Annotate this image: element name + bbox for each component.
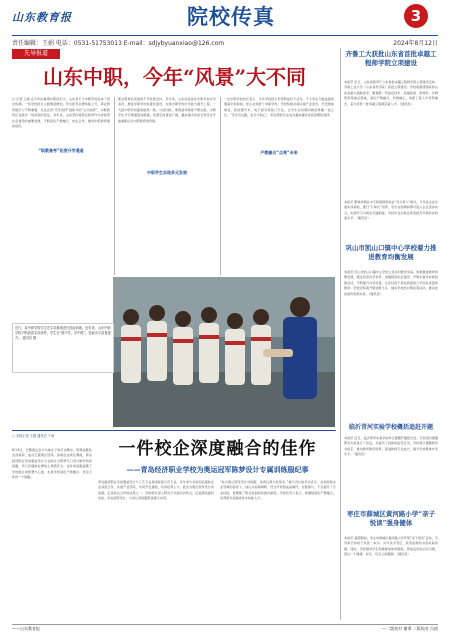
lead-body-column-1: □ 记者 王娟 在今年的暑期中职招生中，山东省不少中职学校迎来了招生热潮。一些学校招生人数明显增加，学生报考意愿持续上升，职业教育吸引力不断增强。从过去的“无奈选择”到如今的“主动选择”，中职教育正在经历一场深刻的变化。多年来，山东坚持将职业教育作为技能型社会建设的重要支撑，不断深化产教融合、校企合作，推动中职教育提质培优。 <box>12 97 110 129</box>
side-story-4-body: 本报讯 近日，临沂青河实验学校举行课题开题报告会。专家组对课题研究方案进行了论证，并提出了具体的指导意见。学校将以课题研究为抓手，推动教育教学改革，促进教师专业成长，提升学校整体办学水平。（通讯员） <box>344 436 438 457</box>
lead-subhead-2: 中职学生实现多元发展 <box>118 170 216 176</box>
section-title: 院校传真 <box>187 4 275 29</box>
lead-photo <box>113 277 335 427</box>
column-divider <box>114 97 115 275</box>
issue-date: 2024年8月12日 <box>393 40 438 47</box>
feature-headline: 一件校企深度融合的佳作 <box>118 439 317 459</box>
side-story-5-body: 本报讯 暑假期间，枣庄市薛城区黄河路小学开展“亲子悦读”活动，引导家长和孩子共读一本书、共写读书笔记，营造浓厚的书香家庭氛围。同时，学校倡导学生积极参加体育锻炼，养成良好的运动习惯，度过一个健康、快乐、有意义的暑假。（通讯员） <box>344 536 438 557</box>
section-divider <box>12 430 336 431</box>
column-divider <box>220 97 221 275</box>
feature-byline: □ 本报记者 王娟 通讯员 于涛 <box>12 434 55 438</box>
lead-photo-caption: 近日，某中职学校学生在实训基地进行技能训练。近年来，山东中职学校不断改善实训条件，学生在“做中学、学中做”，技能水平显著提升。 通讯员 摄 <box>12 323 114 373</box>
lead-body-column-3: 一位中职学校校长表示，今年学校招生形势明显好于往年，不少学生分数远超普通高中录取线，却主动选择了中职学校。学校积极对接区域产业需求，开设智能制造、新能源汽车、电子商务等热门专业，让学生在校期间就能掌握一技之长。“学生有出路，家长才放心”，职业教育正在成为越来越多家庭的理性选择。 <box>224 97 334 118</box>
feature-subhead: ——青岛经济职业学校为奥运冠军陈梦设计专属训练服纪事 <box>126 465 309 474</box>
side-story-2-body: 本报讯 肥城市职业中专积极探索校企“双元育人”模式，与多家企业共建实训基地，推行“订单式”培养，学生在校期间即可进入企业顶岗实习，实现学习与就业无缝衔接。学校毕业生就业率连续多年保持在较高水平。（通讯员） <box>344 200 438 221</box>
feature-body-column-1: 8月4日，巴黎奥运会乒乓球女子单打决赛中，陈梦战胜队友孙颖莎，成功卫冕奥运冠军。而就在这场比赛前，青岛经济职业学校服装设计专业师生为陈梦专门设计制作的训练服，早已伴随她在赛场上挥洒汗水。这件训练服凝聚了学校师生的智慧与心血，也是学校深化产教融合、校企合作的一个缩影。 <box>12 448 92 480</box>
lead-kicker: 先导报道 <box>12 49 60 59</box>
side-story-4-headline: 临沂青河实验学校概括追赶开题 <box>348 424 433 431</box>
side-story-1-body: 本报讯 近日，山东省教育厅公布首批卓越工程师学院立项建设名单，齐鲁工业大学（山东省科学院）获批立项建设。学校将围绕国家和山东省重大战略需求，聚焦新一代信息技术、高端装备、新材料、生物医药等重点领域，深化产教融合、科教融汇，创新工程人才培养模式，着力培养一批卓越工程师后备人才。（通讯员） <box>344 80 438 106</box>
page-footer <box>12 624 438 633</box>
edition-info: 责任编辑：王娟 电话：0531-51753013 E-mail：sdjybyuanxiao@126.com <box>12 40 225 47</box>
date-bar <box>12 35 438 48</box>
footer-left: ——山东教育报 <box>12 626 40 631</box>
lead-subhead-1: “职教高考”拓宽升学通道 <box>12 148 110 154</box>
lead-body-column-2: 职业教育的发展离不开政策支持。近年来，山东持续优化中职学校办学条件，推进中职学校标准化建设，实施中职学校办学能力提升工程，一大批中职学校面貌焕然一新。与此同时，职教高考制度不断完善，中职学生升学渠道更加畅通，发展空间更加广阔，越来越多的家长和学生开始重新认识中职教育的价值。 <box>118 97 216 123</box>
sidebar-divider <box>340 48 341 620</box>
side-story-3-headline: 巩山市凯山口镇中心学校着力推进教育均衡发展 <box>345 244 437 261</box>
page-number-badge: 3 <box>404 4 428 28</box>
lead-subhead-3: 产教融合“点亮”未来 <box>224 150 334 156</box>
side-story-3-body: 本报讯 巩山市凯山口镇中心学校立足乡村教育实际，积极推进教育均衡发展，通过改善办学条件、加强师资队伍建设、开展丰富多彩的校园活动，不断提升办学质量，让乡村孩子享受到更加公平而有质量的教育。学校还积极开展送教下乡、城乡学校结对帮扶等活动，推动优质教育资源共享。（通讯员） <box>344 270 438 296</box>
footer-right: —二版校对 谢勇 二版校对 冯倩 <box>382 626 438 631</box>
feature-body-column-3: “能为奥运冠军设计训练服，是我们莫大的荣幸。”参与设计的学生表示，在老师和企业导师的指导下，他们从前期调研、设计打样到成品制作，全程参与，不仅提升了专业技能，更增强了职业自信和民族自豪感。学校负责人表示，将继续深化产教融合，培养更多高素质技术技能人才。 <box>220 480 336 501</box>
side-story-1-headline: 齐鲁工大获批山东省首批卓越工程师学院立项建设 <box>345 50 437 67</box>
feature-body-column-2: 青岛经济职业学校服装设计与工艺专业是国家级示范专业，多年来与多家知名服装企业深度合作，共建产业学院，共同开发课程，共同培养人才。此次为奥运冠军设计训练服，正是校企合作的成果之一。学校师生深入研究乒乓球运动特点，反复测试面料性能，优化版型设计，力求让训练服既美观又实用。 <box>98 480 214 501</box>
students-training-photo <box>113 277 335 427</box>
lead-headline: 山东中职，今年“风景”大不同 <box>42 65 306 89</box>
newspaper-logo: 山东教育报 <box>12 11 72 24</box>
side-story-5-headline: 枣庄市薛城区黄河路小学“亲子悦读”强身健体 <box>346 510 436 527</box>
